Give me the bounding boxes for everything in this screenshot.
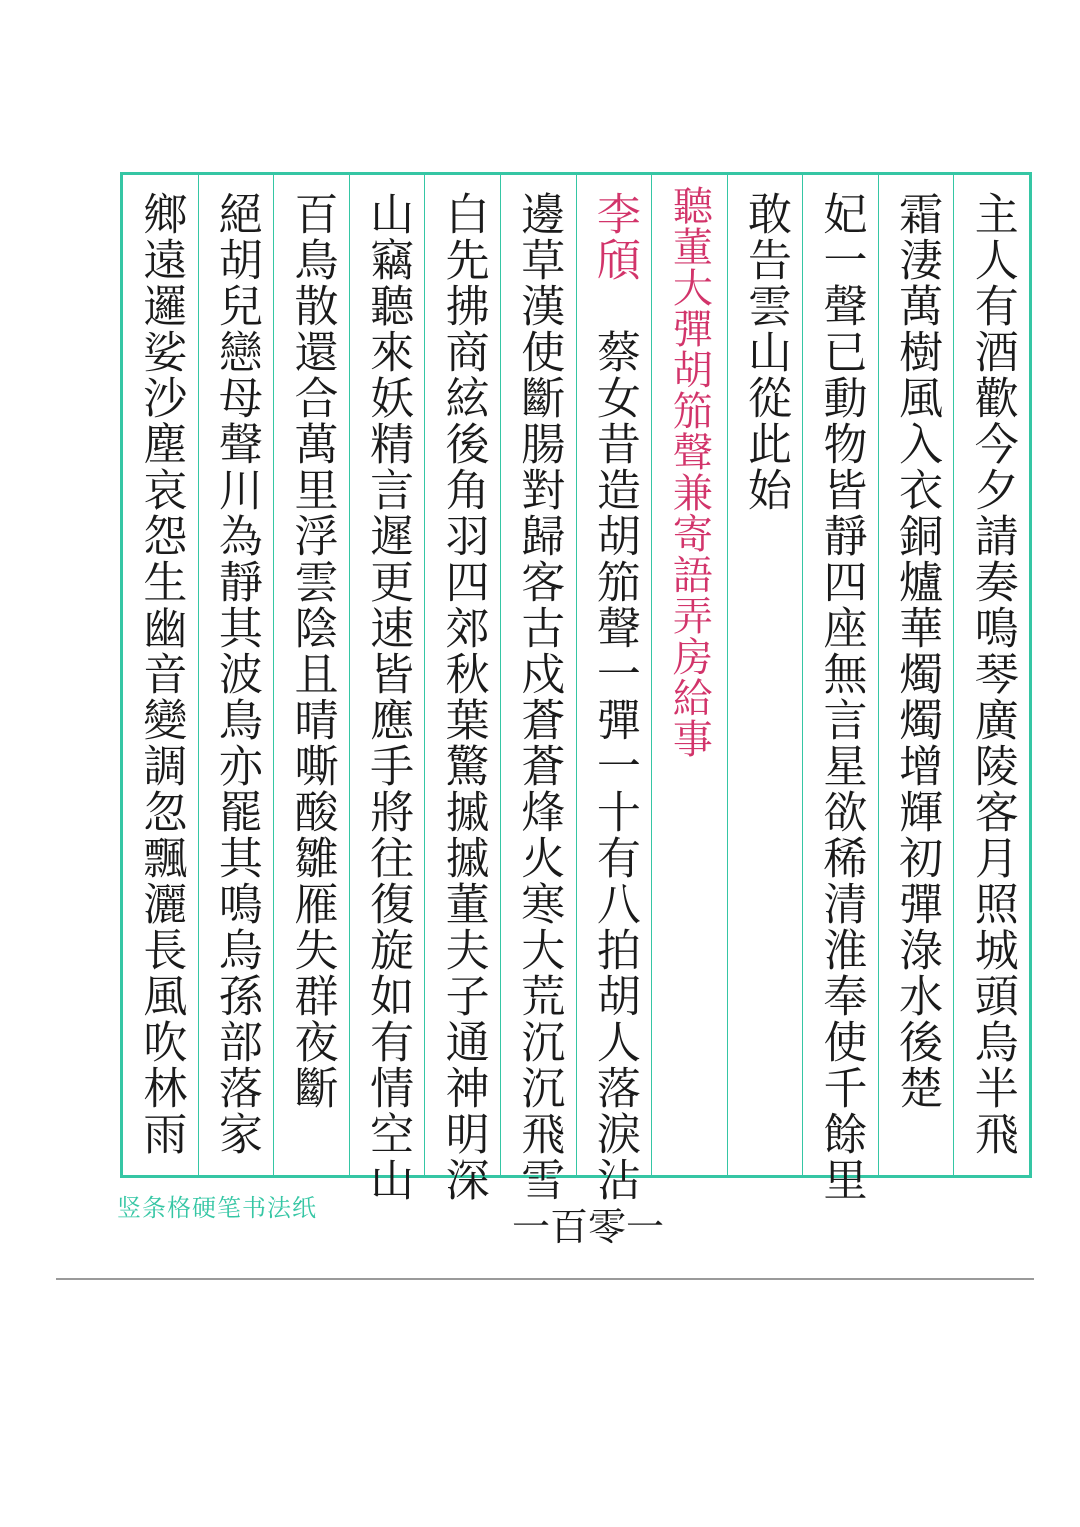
column-7 xyxy=(500,175,576,1203)
column-text: 鄉遠邏娑沙塵哀怨生幽音變調忽飄灑長風吹林雨 xyxy=(135,191,187,1157)
column-11 xyxy=(198,175,274,1175)
column-4 xyxy=(727,175,803,1175)
column-text: 霜淒萬樹風入衣銅爐華燭燭增輝初彈淥水後楚 xyxy=(891,191,943,1111)
column-text xyxy=(588,191,640,1203)
column-text: 敢告雲山從此始 xyxy=(739,191,791,513)
column-text: 絕胡兒戀母聲川為靜其波鳥亦罷其鳴烏孫部落家 xyxy=(210,191,262,1157)
column-9 xyxy=(349,175,425,1203)
column-text: 百鳥散還合萬里浮雲陰且晴嘶酸雛雁失群夜斷 xyxy=(286,191,338,1111)
column-1 xyxy=(953,175,1029,1175)
bottom-divider xyxy=(56,1278,1034,1280)
sheet-label: 竖条格硬笔书法纸 xyxy=(117,1194,317,1222)
calligraphy-grid-sheet xyxy=(120,172,1032,1203)
column-text: 妃一聲已動物皆靜四座無言星欲稀清淮奉使千餘里 xyxy=(815,191,867,1203)
column-text: 白先拂商絃後角羽四郊秋葉驚摵摵董夫子通神明深 xyxy=(437,191,489,1203)
column-10 xyxy=(273,175,349,1175)
column-text: 山竊聽來妖精言遲更速皆應手將往復旋如有情空山 xyxy=(362,191,414,1203)
column-text: 邊草漢使斷腸對歸客古戍蒼蒼烽火寒大荒沉沉飛雪 xyxy=(513,191,565,1203)
column-text: 主人有酒歡今夕請奏鳴琴廣陵客月照城頭烏半飛 xyxy=(966,191,1018,1157)
column-body: 蔡女昔造胡笳聲一彈一十有八拍胡人落淚沾 xyxy=(588,329,640,1203)
column-12 xyxy=(123,175,198,1175)
column-8 xyxy=(424,175,500,1203)
column-3 xyxy=(802,175,878,1203)
poem-title: 聽董大彈胡笳聲兼寄語弄房給事 xyxy=(666,185,713,759)
column-6 xyxy=(576,175,652,1203)
column-2 xyxy=(878,175,954,1175)
column-5-title xyxy=(651,175,727,1175)
poem-author: 李頎 xyxy=(588,191,640,283)
page-number: 一百零一 xyxy=(512,1205,665,1249)
